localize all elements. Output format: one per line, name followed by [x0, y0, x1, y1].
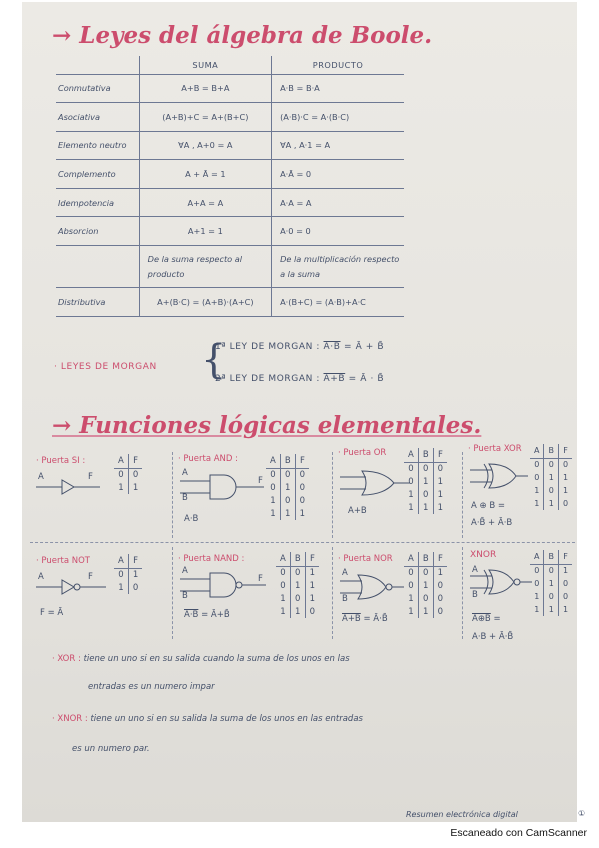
- tt-cell: 0: [280, 567, 286, 578]
- tt-cell: 1: [118, 582, 124, 593]
- gate-nor-in-b: B: [342, 594, 348, 604]
- tt-cell: 0: [418, 488, 433, 501]
- gate-si-in-a: A: [38, 472, 44, 482]
- tt-cell: 0: [534, 473, 540, 482]
- tt-cell: 1: [270, 508, 276, 519]
- tt-header: B: [418, 552, 433, 566]
- gate-xnor: [470, 550, 496, 560]
- tt-cell: 0: [295, 481, 309, 494]
- scanner-caption: Escaneado con CamScanner: [450, 827, 587, 839]
- boole-suma-cell: (A+B)+C = A+(B+C): [139, 103, 271, 132]
- tt-header: F: [128, 554, 142, 568]
- gate-xor-label: · Puerta XOR: [468, 444, 522, 454]
- grid-divider: [462, 547, 463, 639]
- truth-table-not: [114, 554, 142, 594]
- truth-table-nor: [404, 552, 447, 618]
- gate-nor-expr-rhs: = Ā·B̄: [363, 614, 388, 624]
- tt-cell: 1: [544, 497, 559, 510]
- tt-cell: 1: [558, 564, 572, 577]
- boole-suma-cell: A+B = B+A: [139, 74, 271, 103]
- tt-cell: 1: [433, 566, 447, 579]
- gate-xnor-expr-1-rhs: =: [493, 614, 501, 624]
- gate-nand-in-b: B: [182, 591, 188, 601]
- tt-cell: 1: [544, 577, 559, 590]
- tt-cell: 1: [408, 593, 414, 604]
- boole-producto-cell: A·B = B·A: [272, 74, 404, 103]
- morgan-law-1-rhs: = Ā + B̄: [343, 342, 385, 352]
- tt-cell: 0: [408, 476, 414, 487]
- tt-cell: 0: [290, 566, 305, 579]
- morgan-law-2-lhs: A+B: [323, 374, 346, 384]
- morgan-law-1-text: 1ª LEY DE MORGAN :: [215, 342, 321, 352]
- boole-row: [56, 160, 404, 189]
- tt-cell: 0: [295, 494, 309, 507]
- tt-header: A: [404, 552, 418, 566]
- grid-divider: [332, 452, 333, 538]
- gate-not-label: · Puerta NOT: [36, 556, 90, 566]
- and-gate-icon: [180, 472, 270, 502]
- boole-suma-cell: A+A = A: [139, 188, 271, 217]
- tt-cell: 0: [534, 579, 540, 588]
- boole-producto-cell: A·A = A: [272, 188, 404, 217]
- tt-header: F: [558, 550, 572, 564]
- boole-suma-cell: A + Ā = 1: [139, 160, 271, 189]
- tt-cell: 0: [128, 581, 142, 594]
- tt-header: A: [114, 454, 128, 468]
- xnor-gate-icon: [470, 568, 534, 596]
- tt-cell: 1: [280, 481, 295, 494]
- gate-not: [36, 556, 90, 566]
- tt-cell: 1: [534, 486, 540, 495]
- boole-row: [56, 131, 404, 160]
- tt-header: F: [433, 552, 447, 566]
- tt-cell: 0: [280, 580, 286, 591]
- boole-suma-cell: A+(B·C) = (A+B)·(A+C): [139, 288, 271, 317]
- tt-cell: 1: [295, 507, 309, 520]
- boole-producto-cell: (A·B)·C = A·(B·C): [272, 103, 404, 132]
- boole-suma-cell: A+1 = 1: [139, 217, 271, 246]
- tt-header: B: [290, 552, 305, 566]
- tt-header: A: [530, 444, 544, 458]
- tt-cell: 0: [544, 590, 559, 603]
- gate-xnor-in-b: B: [472, 590, 478, 600]
- tt-cell: 0: [305, 605, 319, 618]
- tt-header: A: [276, 552, 290, 566]
- boole-row: [56, 74, 404, 103]
- gate-nand-expr-rhs: = Ā+B̄: [201, 610, 230, 620]
- tt-cell: 0: [544, 564, 559, 577]
- boole-row-distributiva: [56, 288, 404, 317]
- gate-or-label: · Puerta OR: [338, 448, 387, 458]
- tt-cell: 1: [558, 603, 572, 616]
- tt-cell: 0: [558, 458, 572, 471]
- gate-xor-expr-1: A ⊕ B =: [471, 501, 505, 511]
- tt-header: B: [544, 444, 559, 458]
- tt-cell: 1: [433, 475, 447, 488]
- tt-cell: 0: [534, 460, 540, 470]
- tt-cell: 0: [118, 469, 124, 480]
- gate-nor-expr: [342, 614, 388, 624]
- gate-xnor-expr-1-lhs: A⊕B: [472, 614, 491, 624]
- boole-producto-cell: A·0 = 0: [272, 217, 404, 246]
- or-gate-icon: [340, 468, 412, 498]
- boole-row: [56, 217, 404, 246]
- gate-si-out-f: F: [88, 472, 93, 482]
- tt-cell: 1: [408, 489, 414, 500]
- tt-cell: 1: [544, 603, 559, 616]
- grid-divider: [332, 547, 333, 639]
- footer-note: Resumen electrónica digital: [406, 810, 518, 819]
- gate-si: [36, 456, 85, 466]
- note-xnor: [52, 714, 363, 724]
- tt-cell: 0: [534, 566, 540, 576]
- tt-header: A: [114, 554, 128, 568]
- truth-table-nand: [276, 552, 319, 618]
- gate-and-in-a: A: [182, 468, 188, 478]
- tt-cell: 0: [408, 463, 414, 474]
- truth-table-xnor: [530, 550, 572, 616]
- tt-cell: 1: [534, 499, 540, 508]
- tt-cell: 0: [295, 468, 309, 481]
- tt-cell: 0: [433, 579, 447, 592]
- boole-producto-cell: ∀A , A·1 = A: [272, 131, 404, 160]
- tt-cell: 1: [128, 568, 142, 581]
- boole-row-name: Conmutativa: [56, 74, 139, 103]
- note-xnor-label: · XNOR :: [52, 714, 88, 724]
- title-boole: → Leyes del álgebra de Boole.: [52, 22, 433, 49]
- morgan-law-1: [215, 342, 384, 352]
- truth-table-xor: [530, 444, 572, 510]
- tt-cell: 0: [118, 569, 124, 580]
- tt-cell: 1: [280, 507, 295, 520]
- boole-header-producto: PRODUCTO: [272, 56, 404, 74]
- note-xor-text-2: entradas es un numero impar: [88, 682, 215, 692]
- tt-header: B: [418, 448, 433, 462]
- tt-header: B: [544, 550, 559, 564]
- boole-row-notes: [56, 246, 404, 288]
- gate-xnor-expr-2: A·B + Ā·B̄: [472, 632, 514, 642]
- tt-cell: 0: [270, 482, 276, 493]
- tt-cell: 0: [433, 592, 447, 605]
- not-gate-icon: [36, 576, 108, 598]
- tt-cell: 1: [418, 501, 433, 514]
- boole-row-name: Absorcion: [56, 217, 139, 246]
- tt-cell: 1: [280, 593, 286, 604]
- tt-cell: 1: [433, 488, 447, 501]
- tt-cell: 0: [280, 494, 295, 507]
- tt-cell: 0: [408, 567, 414, 578]
- tt-cell: 1: [118, 482, 124, 493]
- gate-and-out-f: F: [258, 476, 263, 486]
- boole-row-name: Asociativa: [56, 103, 139, 132]
- tt-cell: 1: [280, 606, 286, 617]
- xor-gate-icon: [470, 462, 530, 490]
- tt-cell: 0: [270, 469, 276, 480]
- tt-header: A: [530, 550, 544, 564]
- truth-table-or: [404, 448, 447, 514]
- morgan-law-2-text: 2ª LEY DE MORGAN :: [215, 374, 321, 384]
- tt-cell: 1: [305, 579, 319, 592]
- tt-cell: 1: [544, 471, 559, 484]
- tt-cell: 0: [544, 484, 559, 497]
- note-xor: [52, 654, 350, 664]
- title-funciones: → Funciones lógicas elementales.: [52, 412, 482, 439]
- gate-nand-in-a: A: [182, 566, 188, 576]
- morgan-law-2-rhs: = Ā · B̄: [348, 374, 385, 384]
- tt-cell: 0: [418, 592, 433, 605]
- note-xor-label: · XOR :: [52, 654, 81, 664]
- boole-row: [56, 188, 404, 217]
- tt-cell: 1: [128, 481, 142, 494]
- gate-not-in-a: A: [38, 572, 44, 582]
- notebook-page: [22, 2, 586, 822]
- tt-header: A: [266, 454, 280, 468]
- boole-producto-cell: A·(B+C) = (A·B)+A·C: [272, 288, 404, 317]
- tt-cell: 1: [408, 606, 414, 617]
- gate-nand-label: · Puerta NAND :: [178, 554, 245, 564]
- tt-cell: 0: [408, 580, 414, 591]
- boole-row-name: Complemento: [56, 160, 139, 189]
- gate-xnor-expr-1: [472, 614, 501, 624]
- note-xnor-text-2: es un numero par.: [72, 744, 150, 754]
- gate-nor-in-a: A: [342, 568, 348, 578]
- grid-divider: [30, 542, 575, 543]
- grid-divider: [172, 547, 173, 639]
- gate-and: [178, 454, 238, 464]
- boole-note-producto: De la multiplicación respecto a la suma: [272, 246, 404, 288]
- boole-header-empty: [56, 56, 139, 74]
- tt-header: F: [295, 454, 309, 468]
- gate-not-expr: F = Ā: [40, 608, 64, 618]
- truth-table-si: [114, 454, 142, 494]
- tt-cell: 0: [558, 577, 572, 590]
- tt-cell: 0: [433, 462, 447, 475]
- morgan-label: · LEYES DE MORGAN: [54, 362, 157, 372]
- tt-cell: 1: [558, 484, 572, 497]
- gate-nand-expr-lhs: A·B: [184, 610, 199, 620]
- gate-si-label: · Puerta SI :: [36, 456, 86, 466]
- gate-xnor-in-a: A: [472, 565, 478, 575]
- tt-cell: 1: [290, 605, 305, 618]
- gate-or-expr: A+B: [348, 506, 367, 516]
- boole-producto-cell: A·Ā = 0: [272, 160, 404, 189]
- gate-nor-label: · Puerta NOR: [338, 554, 393, 564]
- nor-gate-icon: [340, 572, 406, 602]
- tt-cell: 0: [418, 566, 433, 579]
- tt-cell: 1: [408, 502, 414, 513]
- boole-laws-table: [56, 56, 404, 317]
- gate-nand-out-f: F: [258, 574, 263, 584]
- brace-glyph: {: [201, 337, 227, 383]
- morgan-law-1-lhs: A·B: [323, 342, 341, 352]
- tt-cell: 1: [418, 605, 433, 618]
- tt-cell: 0: [128, 468, 142, 481]
- page-number: ①: [578, 809, 586, 818]
- tt-cell: 0: [433, 605, 447, 618]
- gate-nand: [178, 554, 244, 564]
- gate-and-expr: A·B: [184, 514, 199, 524]
- tt-header: F: [433, 448, 447, 462]
- boole-suma-cell: ∀A , A+0 = A: [139, 131, 271, 160]
- tt-cell: 1: [433, 501, 447, 514]
- tt-header: F: [558, 444, 572, 458]
- gate-xnor-label: XNOR: [470, 550, 497, 560]
- tt-cell: 1: [558, 471, 572, 484]
- tt-cell: 0: [418, 462, 433, 475]
- boole-row-name: Distributiva: [56, 288, 139, 317]
- grid-divider: [462, 452, 463, 538]
- tt-header: F: [305, 552, 319, 566]
- tt-cell: 1: [305, 592, 319, 605]
- tt-cell: 0: [290, 592, 305, 605]
- gate-and-label: · Puerta AND :: [178, 454, 239, 464]
- note-xor-text-1: tiene un uno si en su salida cuando la suma de los unos en las: [83, 654, 350, 664]
- truth-table-and: [266, 454, 309, 520]
- tt-cell: 1: [305, 566, 319, 579]
- grid-divider: [172, 452, 173, 538]
- gate-nor-expr-lhs: A+B: [342, 614, 361, 624]
- buffer-gate-icon: [36, 476, 104, 498]
- tt-cell: 1: [534, 605, 540, 614]
- tt-cell: 1: [270, 495, 276, 506]
- tt-cell: 0: [558, 590, 572, 603]
- boole-note-suma: De la suma respecto al producto: [139, 246, 271, 288]
- gate-and-in-b: B: [182, 493, 188, 503]
- boole-row-name-empty: [56, 246, 139, 288]
- tt-header: A: [404, 448, 418, 462]
- boole-header-suma: SUMA: [139, 56, 271, 74]
- gate-or: [338, 448, 386, 458]
- tt-cell: 1: [290, 579, 305, 592]
- gate-xor-expr-2: A·B̄ + Ā·B: [471, 518, 513, 528]
- tt-cell: 0: [558, 497, 572, 510]
- gate-not-out-f: F: [88, 572, 93, 582]
- gate-xor: [468, 444, 522, 454]
- tt-header: B: [280, 454, 295, 468]
- tt-cell: 1: [418, 475, 433, 488]
- gate-nor: [338, 554, 393, 564]
- boole-row-name: Elemento neutro: [56, 131, 139, 160]
- tt-cell: 1: [418, 579, 433, 592]
- tt-cell: 0: [544, 458, 559, 471]
- gate-nand-expr: [184, 610, 230, 620]
- tt-cell: 1: [534, 592, 540, 601]
- boole-row-name: Idempotencia: [56, 188, 139, 217]
- boole-row: [56, 103, 404, 132]
- note-xnor-text-1: tiene un uno si en su salida la suma de los unos en las entradas: [90, 714, 363, 724]
- morgan-law-2: [215, 374, 384, 384]
- tt-header: F: [128, 454, 142, 468]
- tt-cell: 0: [280, 468, 295, 481]
